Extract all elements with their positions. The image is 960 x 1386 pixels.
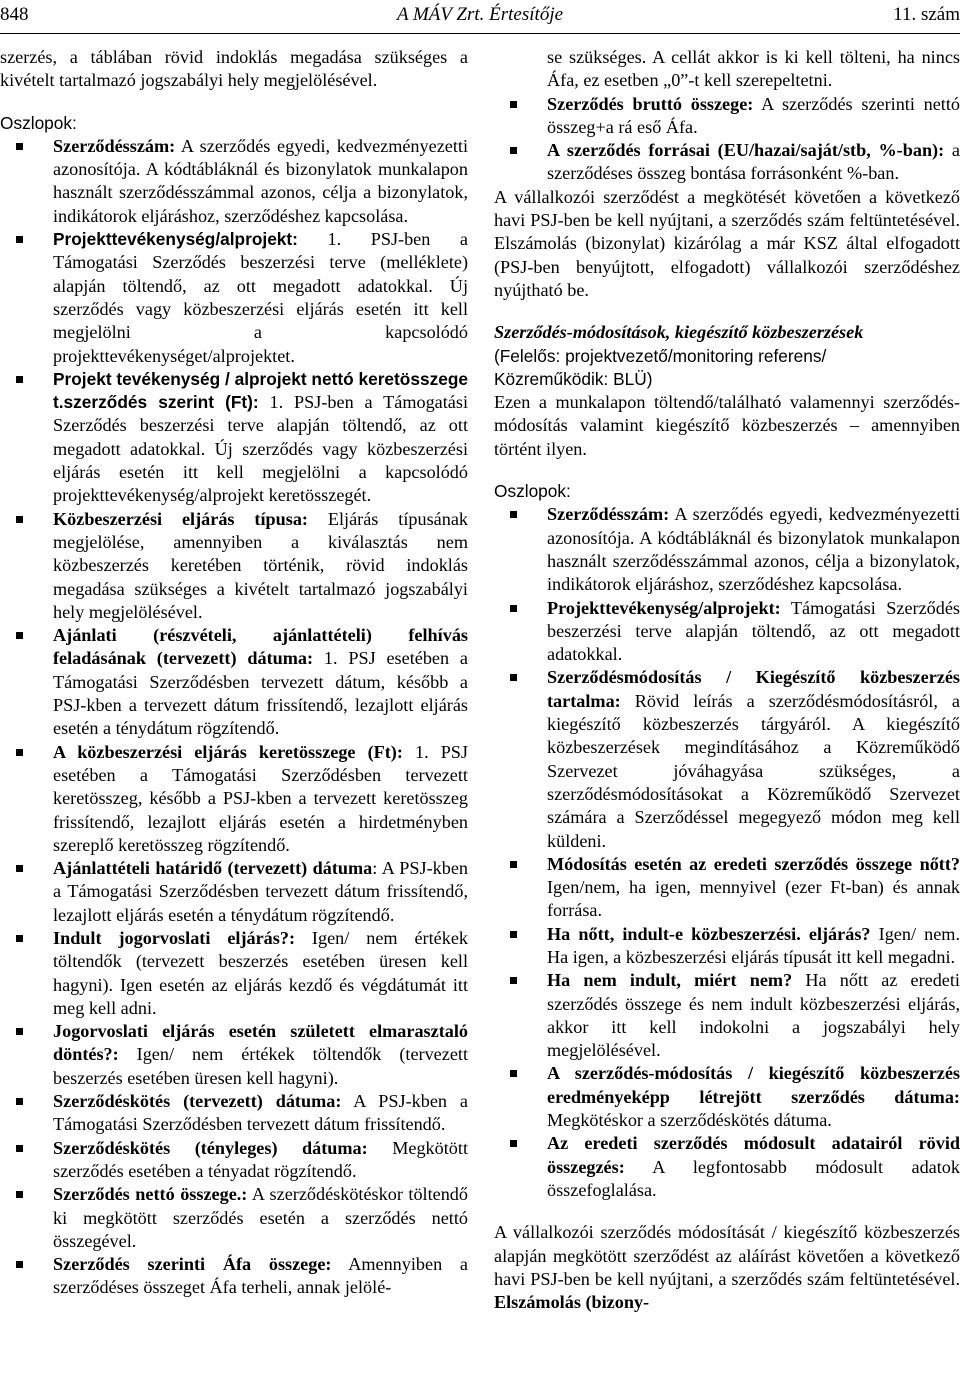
list-item-label: Ha nem indult, miért nem? (547, 970, 793, 991)
list-item-text: A szerződéskötéskor töltendő ki megkötött szerződés esetén a szerződés nettó összegével. (53, 1184, 468, 1251)
list-item (0, 927, 468, 1020)
list-item-label: Szerződés szerinti Áfa összege: (53, 1254, 332, 1275)
right-column (494, 46, 960, 1314)
list-item (0, 1183, 468, 1253)
list-item-text: Igen/nem, ha igen, mennyivel (ezer Ft-ban) és annak forrása. (547, 877, 960, 921)
list-item-label: Szerződés nettó összege.: (53, 1184, 248, 1205)
columns-heading: Oszlopok: (0, 112, 77, 133)
list-item-text: Igen/ nem értékek töltendők (tervezett beszerzés esetében üresen kell hagyni). (53, 1044, 468, 1088)
list-item-label: Jogorvoslati eljárás esetén született elmarasztaló döntés?: (53, 1021, 468, 1065)
list-item (0, 624, 468, 740)
list-item-text: Megkötött szerződés esetében a tényadat rögzítendő. (53, 1137, 468, 1181)
list-item (494, 503, 960, 596)
list-item-text: 1. PSJ-ben a Támogatási Szerződés beszerzési terve (melléklete) alapján töltendő, az ott megadott adatokkal. Új szerződés vagy közbeszerzési eljárás esetén itt kell megjelölni a kapcsolódó projekttevékenységet/alprojektet. (53, 229, 468, 366)
list-item (0, 857, 468, 927)
left-column (0, 46, 468, 1300)
list-item-text: A szerződés egyedi, kedvezményezetti azonosítója. A kódtábláknál és bizonylatok munkalapon használt szerződésszámmal azonos, célja a bizonylatok, indikátorok eljáráshoz, szerződéshez kapcsolása. (53, 135, 468, 226)
contract-paragraph: A vállalkozói szerződést a megkötését követően a következő havi PSJ-ben be kell nyújtani, a szerződés szám feltüntetésével. Elszámolás (bizonylat) kizárólag a már KSZ által elfogadott (PSJ-ben benyújtott, elfogadott) vállalkozói szerződéshez nyújtható be. (494, 186, 960, 300)
list-item-text: Támogatási Szerződés beszerzési terve alapján töltendő, az ott megadott adatokkal. (547, 597, 960, 665)
list-item-label: Szerződésszám: (547, 504, 670, 525)
list-item-label: Szerződésmódosítás / Kiegészítő közbeszerzés tartalma: (547, 667, 960, 711)
list-item-label: Az eredeti szerződés módosult adatairól rövid összegzés: (547, 1133, 960, 1177)
list-item-label: Módosítás esetén az eredeti szerződés összege nőtt? (547, 853, 960, 874)
list-item-text: A legfontosabb módosult adatok összefoglalása. (547, 1156, 960, 1200)
list-item (494, 853, 960, 923)
list-item-label: Ajánlati (részvételi, ajánlattételi) felhívás feladásának (tervezett) dátuma: (53, 625, 468, 669)
list-item-text: 1. PSJ esetében a Támogatási Szerződésben tervezett dátum, később a PSJ-kben a tervezett dátum frissítendő, lezajlott eljárás esetén a ténydátum rögzítendő. (53, 648, 468, 739)
closing-paragraph (494, 1221, 960, 1314)
list-item (494, 1132, 960, 1202)
list-item-label: Szerződéskötés (tényleges) dátuma: (53, 1137, 368, 1158)
closing-bold-tail: Elszámolás (bizony- (494, 1292, 650, 1313)
list-item-label: Szerződéskötés (tervezett) dátuma: (53, 1091, 342, 1112)
section-paragraph: Ezen a munkalapon töltendő/található valamennyi szerződés-módosítás valamint kiegészítő közbeszerzés – amennyiben történt ilyen. (494, 392, 960, 459)
list-item (0, 1137, 468, 1184)
section-responsible: (Felelős: projektvezető/monitoring referens/ (494, 345, 827, 366)
list-item-label: Projekttevékenység/alprojekt: (53, 229, 298, 250)
list-item (494, 597, 960, 667)
list-item-text: A szerződés szerinti nettó összeg+a rá eső Áfa. (547, 93, 960, 137)
list-item (0, 1020, 468, 1090)
list-item-label: A szerződés-módosítás / kiegészítő közbeszerzés eredményeképp létrejött szerződés dátuma: (547, 1063, 960, 1107)
list-item-label: A közbeszerzési eljárás keretösszege (Ft): (53, 741, 403, 762)
page-header (0, 0, 960, 38)
list-item-text: Megkötéskor a szerződéskötés dátuma. (547, 1110, 832, 1131)
list-item (494, 93, 960, 140)
list-item (0, 741, 468, 857)
list-item-text: 1. PSJ esetében a Támogatási Szerződésben tervezett keretösszeg, később a PSJ-kben a tervezett keretösszeg frissítendő, lezajlott eljárás esetén a hirdetményben szereplő keretösszeg rögzítendő. (53, 741, 469, 855)
list-item-text: Amennyiben a szerződéses összeget Áfa terheli, annak jelölé- (53, 1254, 468, 1298)
list-item-label: Projekt tevékenység / alprojekt nettó keretösszege t.szerződés szerint (Ft): (53, 368, 468, 413)
columns-heading-right: Oszlopok: (494, 481, 571, 502)
list-item (0, 508, 468, 624)
section-cooperating: Közreműködik: BLÜ) (494, 368, 653, 389)
list-item-text: : A PSJ-kben a Támogatási Szerződésben tervezett dátum frissítendő, lezajlott eljárás esetén a ténydátum rögzítendő. (53, 858, 468, 925)
list-item-label: Ajánlattételi határidő (tervezett) dátuma (53, 858, 373, 879)
intro-paragraph: szerzés, a táblában rövid indoklás megadása szükséges a kivételt tartalmazó jogszabályi hely megjelölésével. (0, 47, 468, 91)
list-item-label: A szerződés forrásai (EU/hazai/saját/stb, %-ban): (547, 140, 945, 161)
left-bullet-list (0, 135, 468, 1300)
list-item-text: a szerződéses összeg bontása forrásonként %-ban. (547, 140, 960, 184)
issue-number: 11. szám (893, 4, 960, 25)
list-item-text: 1. PSJ-ben a Támogatási Szerződés beszerzési terve alapján töltendő, az ott megadott adatokkal. Új szerződés vagy közbeszerzési eljárás esetén itt kell megjelölni a kapcsolódó projekttevékenység/alprojekt keretösszegét. (53, 392, 468, 506)
list-item (0, 368, 468, 508)
header-rule (0, 33, 960, 34)
list-item (494, 139, 960, 186)
list-item (494, 666, 960, 852)
list-item (0, 1090, 468, 1137)
page-number: 848 (0, 4, 29, 25)
closing-text: A vállalkozói szerződés módosítását / kiegészítő közbeszerzés alapján megkötött szerződést az aláírást követően a következő havi PSJ-ben be kell nyújtani, a szerződés szám feltüntetésével. (494, 1222, 960, 1289)
section-title: Szerződés-módosítások, kiegészítő közbeszerzések (494, 322, 864, 343)
list-item-text: A szerződés egyedi, kedvezményezetti azonosítója. A kódtábláknál és bizonylatok munkalapon használt szerződésszámmal azonos, célja a bizonylatok, indikátorok eljáráshoz, szerződéshez kapcsolása. (547, 504, 960, 595)
right-bullet-list (494, 503, 960, 1202)
list-item-text: Igen/ nem. Ha igen, a közbeszerzési eljárás típusát itt kell megadni. (547, 923, 960, 967)
continuation-paragraph: se szükséges. A cellát akkor is ki kell tölteni, ha nincs Áfa, ez esetben „0”-t kell szerepeltetni. (547, 47, 960, 91)
publication-title: A MÁV Zrt. Értesítője (396, 4, 564, 25)
list-item-label: Szerződésszám: (53, 135, 176, 156)
list-item-text: Igen/ nem értékek töltendők (tervezett beszerzés esetében üresen kell hagyni). Igen esetén az eljárás kezdő és végdátumát itt meg kell adni. (53, 927, 468, 1018)
list-item-text: Eljárás típusának megjelölése, amennyiben a kiválasztás nem közbeszerzés keretében történik, rövid indoklás megadása szükséges a kivételt tartalmazó jogszabályi hely megjelölésével. (53, 508, 468, 622)
right-bullet-list-top (494, 93, 960, 186)
list-item-text: Rövid leírás a szerződésmódosításról, a kiegészítő közbeszerzés tárgyáról. A kiegészítő közbeszerzések megindításához a Közreműködő Szervezet jóváhagyása szükséges, a szerződésmódosításokat a Közreműködő Szervezet számára a Szerződéssel megegyező módon meg kell küldeni. (547, 690, 960, 851)
list-item (494, 1062, 960, 1132)
list-item-label: Indult jogorvoslati eljárás?: (53, 927, 295, 948)
list-item (0, 135, 468, 228)
list-item-text: A PSJ-kben a Támogatási Szerződésben tervezett dátum frissítendő. (53, 1091, 468, 1135)
list-item (494, 969, 960, 1062)
list-item-label: Projekttevékenység/alprojekt: (547, 597, 781, 618)
list-item-label: Ha nőtt, indult-e közbeszerzési. eljárás? (547, 923, 871, 944)
list-item-label: Közbeszerzési eljárás típusa: (53, 508, 308, 529)
list-item-text: Ha nőtt az eredeti szerződés összege és nem indult közbeszerzési eljárás, akkor itt kell indokolni a jogszabályi hely megjelölésével. (547, 970, 960, 1061)
list-item (494, 923, 960, 970)
list-item-label: Szerződés bruttó összege: (547, 93, 754, 114)
list-item (0, 228, 468, 368)
list-item (0, 1253, 468, 1300)
